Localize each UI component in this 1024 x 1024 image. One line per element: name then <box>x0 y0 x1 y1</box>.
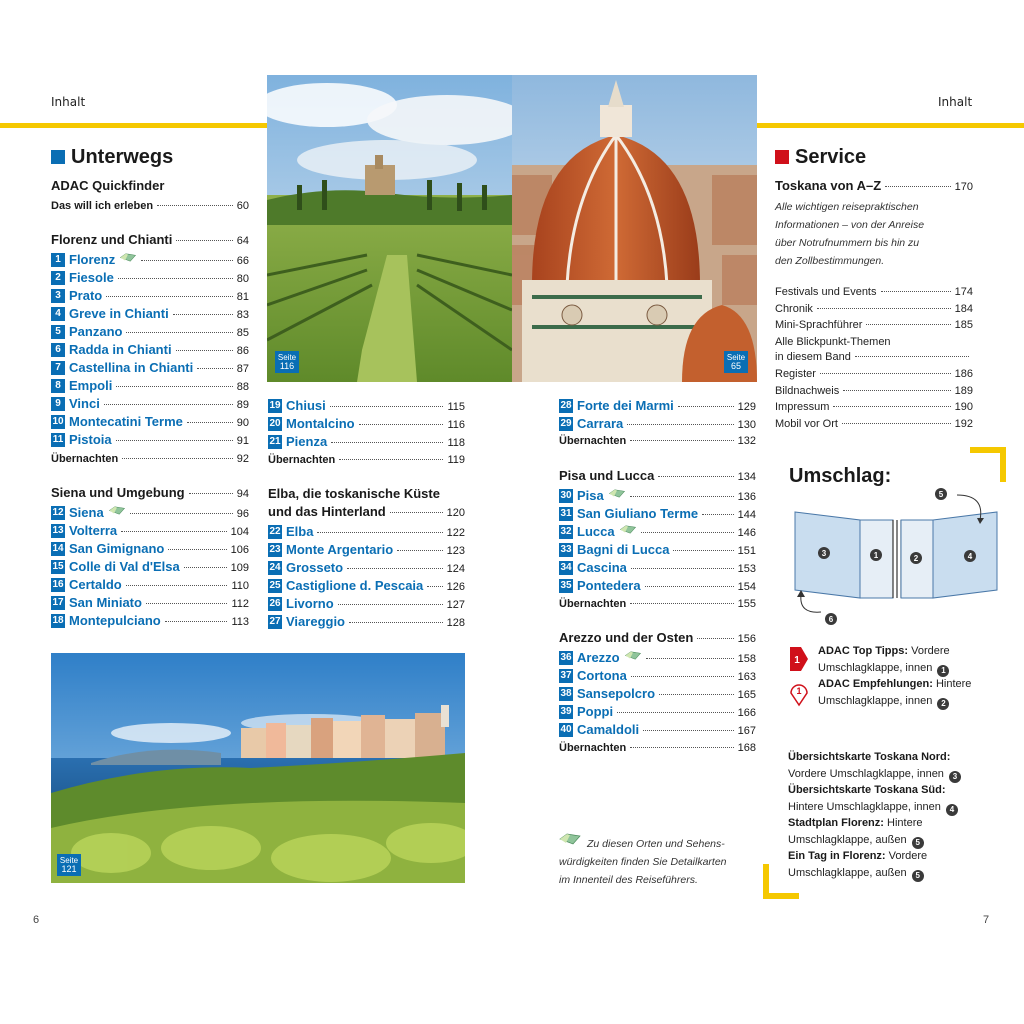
entry-page: 165 <box>737 689 756 701</box>
entry-page: 83 <box>236 309 249 321</box>
map-icon <box>119 253 137 262</box>
entry-name: Carrara <box>577 416 624 431</box>
entry-number-badge: 37 <box>560 669 572 681</box>
entry-number-badge: 23 <box>269 543 281 555</box>
toc-entry-montecatini-terme[interactable] <box>51 414 249 429</box>
entry-name: Panzano <box>69 324 123 339</box>
toc-entry-sansepolcro[interactable] <box>559 686 756 701</box>
group-elba-title-line2[interactable]: und das Hinterland 120 <box>268 504 465 519</box>
entry-name: Radda in Chianti <box>69 342 172 357</box>
toc-entry-carrara[interactable] <box>559 416 756 431</box>
entry-page: 116 <box>447 419 465 431</box>
toc-entry-panzano[interactable] <box>51 324 249 339</box>
entry-number-badge: 34 <box>560 561 572 573</box>
az-description-4: den Zollbestimmungen. <box>775 255 885 267</box>
entry-page: 151 <box>737 545 756 557</box>
entry-name: Grosseto <box>286 560 344 575</box>
entry-page: 124 <box>446 563 465 575</box>
vineyard-image <box>267 75 512 382</box>
toc-entry-viareggio[interactable] <box>268 614 465 629</box>
map-note-line3: im Innenteil des Reiseführers. <box>559 874 698 886</box>
service-line-impressum[interactable]: Impressum 190 <box>775 401 973 413</box>
svg-text:1: 1 <box>794 655 800 666</box>
toc-entry-radda-in-chianti[interactable] <box>51 342 249 357</box>
entry-name: Livorno <box>286 596 334 611</box>
entry-number-badge: 22 <box>269 525 281 537</box>
toc-entry-san-gimignano[interactable] <box>51 541 249 556</box>
map-ref-ein-tag-florenz[interactable]: Ein Tag in Florenz: Vordere Umschlagklappe, außen 5 <box>788 850 928 880</box>
toc-entry-pistoia[interactable] <box>51 432 249 447</box>
entry-name: Chiusi <box>286 398 326 413</box>
entry-name: San Miniato <box>69 595 142 610</box>
entry-name: Cascina <box>577 560 627 575</box>
entry-page: 106 <box>230 544 249 556</box>
legend-empfehlungen: ADAC Empfehlungen: Hintere Umschlagklappe, innen 2 <box>818 678 972 708</box>
entry-number-badge: 40 <box>560 723 572 735</box>
red-square-icon <box>775 150 789 164</box>
panel-number-5: 5 <box>938 490 944 499</box>
toc-entry-poppi[interactable] <box>559 704 756 719</box>
map-icon <box>608 489 626 498</box>
entry-name: Cortona <box>577 668 627 683</box>
entry-page: 90 <box>236 417 249 429</box>
entry-number-badge: 30 <box>560 489 572 501</box>
entry-page: 112 <box>231 598 249 610</box>
svg-text:1: 1 <box>796 686 802 696</box>
toc-entry-siena[interactable] <box>51 505 249 520</box>
entry-page: 91 <box>236 435 249 447</box>
toc-entry-san-miniato[interactable] <box>51 595 249 610</box>
service-line-mobil-vor-ort[interactable]: Mobil vor Ort 192 <box>775 417 973 430</box>
service-line-bildnachweis[interactable]: Bildnachweis 189 <box>775 384 973 397</box>
service-line-festivals-und-events[interactable]: Festivals und Events 174 <box>775 286 973 298</box>
seite-badge-65: Seite 65 <box>724 351 748 373</box>
entry-number-badge: 25 <box>269 579 281 591</box>
entry-page: 104 <box>230 526 249 538</box>
empfehlung-badge-icon <box>788 679 810 707</box>
toc-entry-pisa[interactable] <box>559 488 756 503</box>
entry-page: 109 <box>230 562 249 574</box>
service-line-chronik[interactable]: Chronik 184 <box>775 302 973 315</box>
entry-page: 127 <box>446 599 465 611</box>
toc-entry-greve-in-chianti[interactable] <box>51 306 249 321</box>
seite-badge-121: Seite 121 <box>57 854 81 876</box>
entry-number-badge: 8 <box>51 379 65 393</box>
entry-name: Empoli <box>69 378 113 393</box>
entry-name: Bagni di Lucca <box>577 542 670 557</box>
entry-number-badge: 39 <box>560 705 572 717</box>
group-siena-umgebung[interactable]: Siena und Umgebung 94 <box>51 485 249 500</box>
entry-page: 115 <box>447 401 465 413</box>
entry-name: Viareggio <box>286 614 346 629</box>
map-icon <box>619 525 637 534</box>
entry-number-badge: 4 <box>51 307 65 321</box>
toc-entry-fiesole[interactable] <box>51 270 249 285</box>
entry-page: 153 <box>737 563 756 575</box>
yellow-rule-left <box>0 123 267 128</box>
entry-number-badge: 21 <box>269 435 281 447</box>
entry-name: Pistoia <box>69 432 112 447</box>
entry-number-badge: 13 <box>52 524 64 536</box>
duomo-image <box>512 75 757 382</box>
entry-name: Poppi <box>577 704 614 719</box>
entry-name: Greve in Chianti <box>69 306 169 321</box>
entry-page: 87 <box>236 363 249 375</box>
running-header-left: Inhalt <box>51 95 86 109</box>
toc-entry-castellina-in-chianti[interactable] <box>51 360 249 375</box>
panel-number-2: 2 <box>913 554 919 563</box>
entry-number-badge: 35 <box>560 579 572 591</box>
toc-entry-vinci[interactable] <box>51 396 249 411</box>
toc-entry-cascina[interactable] <box>559 560 756 575</box>
seite-badge-116: Seite 116 <box>275 351 299 373</box>
entry-number-badge: 32 <box>560 525 572 537</box>
blue-square-icon <box>51 150 65 164</box>
entry-page: 144 <box>737 509 756 521</box>
toc-entry-castiglione-d-pescaia[interactable] <box>268 578 465 593</box>
entry-name: Pienza <box>286 434 328 449</box>
entry-name: Pisa <box>577 488 604 503</box>
entry-name: Monte Argentario <box>286 542 394 557</box>
entry-name: San Giuliano Terme <box>577 506 699 521</box>
az-description-1: Alle wichtigen reisepraktischen <box>775 201 919 213</box>
page-number-right: 7 <box>983 914 990 926</box>
entry-page: 154 <box>737 581 756 593</box>
toc-entry-chiusi[interactable] <box>268 398 465 413</box>
photo-elba-coast <box>51 653 465 883</box>
entry-name: Montecatini Terme <box>69 414 183 429</box>
entry-number-badge: 3 <box>51 289 65 303</box>
entry-page: 86 <box>236 345 249 357</box>
entry-number-badge: 17 <box>52 596 64 608</box>
entry-number-badge: 9 <box>51 397 65 411</box>
map-note-line2: würdigkeiten finden Sie Detailkarten <box>559 856 727 868</box>
entry-name: Vinci <box>69 396 100 411</box>
toc-entry-monte-argentario[interactable] <box>268 542 465 557</box>
entry-name: San Gimignano <box>69 541 165 556</box>
toc-line-uebernachten[interactable]: Übernachten 92 <box>51 453 249 465</box>
page-number-left: 6 <box>33 914 40 926</box>
entry-number-badge: 2 <box>51 271 65 285</box>
photo-tuscan-vineyard <box>267 75 512 382</box>
entry-page: 89 <box>236 399 249 411</box>
toc-line-uebernachten[interactable]: Übernachten 168 <box>559 742 756 754</box>
entry-name: Montepulciano <box>69 613 161 628</box>
toc-entry-arezzo[interactable] <box>559 650 756 665</box>
entry-number-badge: 7 <box>51 361 65 375</box>
group-pisa-lucca[interactable]: Pisa und Lucca 134 <box>559 468 756 483</box>
map-ref-stadtplan-florenz[interactable]: Stadtplan Florenz: Hintere Umschlagklappe, außen 5 <box>788 817 923 847</box>
entry-page: 81 <box>236 291 249 303</box>
entry-name: Montalcino <box>286 416 355 431</box>
group-arezzo-osten[interactable]: Arezzo und der Osten 156 <box>559 630 756 645</box>
running-header-right: Inhalt <box>938 95 973 109</box>
toc-entry-bagni-di-lucca[interactable] <box>559 542 756 557</box>
entry-number-badge: 12 <box>52 506 64 518</box>
toc-entry-certaldo[interactable] <box>51 577 249 592</box>
section-title-unterwegs: Unterwegs <box>51 146 173 169</box>
blickpunkt-line1: Alle Blickpunkt-Themen <box>775 336 891 348</box>
entry-number-badge: 16 <box>52 578 64 590</box>
entry-name: Siena <box>69 505 104 520</box>
entry-name: Castiglione d. Pescaia <box>286 578 424 593</box>
toc-entry-cortona[interactable] <box>559 668 756 683</box>
entry-page: 167 <box>737 725 756 737</box>
toc-entry-elba[interactable] <box>268 524 465 539</box>
toc-entry-colle-di-val-d-elsa[interactable] <box>51 559 249 574</box>
entry-number-badge: 24 <box>269 561 281 573</box>
toc-line-das-will-ich-erleben[interactable]: Das will ich erleben 60 <box>51 200 249 212</box>
entry-name: Castellina in Chianti <box>69 360 194 375</box>
entry-page: 113 <box>231 616 249 628</box>
entry-name: Pontedera <box>577 578 641 593</box>
entry-number-badge: 14 <box>52 542 64 554</box>
entry-name: Certaldo <box>69 577 122 592</box>
entry-number-badge: 36 <box>560 651 572 663</box>
legend-top-tipps: ADAC Top Tipps: Vordere Umschlagklappe, innen 1 <box>818 645 950 675</box>
entry-page: 85 <box>236 327 249 339</box>
group-florenz-chianti[interactable]: Florenz und Chianti 64 <box>51 232 249 247</box>
entry-page: 88 <box>236 381 249 393</box>
entry-page: 130 <box>737 419 756 431</box>
entry-name: Camaldoli <box>577 722 640 737</box>
service-line-register[interactable]: Register 186 <box>775 368 973 380</box>
toc-entry-camaldoli[interactable] <box>559 722 756 737</box>
toc-line-uebernachten[interactable]: Übernachten 132 <box>559 435 756 447</box>
panel-number-1: 1 <box>873 551 879 560</box>
toc-entry-pienza[interactable] <box>268 434 465 449</box>
service-line-mini-sprachf-hrer[interactable]: Mini-Sprachführer 185 <box>775 319 973 331</box>
entry-page: 80 <box>236 273 249 285</box>
group-elba-title-line1: Elba, die toskanische Küste <box>268 486 440 501</box>
entry-page: 122 <box>446 527 465 539</box>
panel-number-6: 6 <box>828 615 834 624</box>
entry-name: Prato <box>69 288 103 303</box>
toc-entry-san-giuliano-terme[interactable] <box>559 506 756 521</box>
entry-page: 118 <box>447 437 465 449</box>
quickfinder-title: ADAC Quickfinder <box>51 178 165 193</box>
toc-entry-pontedera[interactable] <box>559 578 756 593</box>
toc-entry-montalcino[interactable] <box>268 416 465 431</box>
entry-number-badge: 20 <box>269 417 281 429</box>
toc-line-uebernachten[interactable]: Übernachten 155 <box>559 598 756 610</box>
entry-number-badge: 28 <box>560 399 572 411</box>
panel-number-4: 4 <box>967 552 973 561</box>
entry-name: Arezzo <box>577 650 620 665</box>
entry-name: Lucca <box>577 524 615 539</box>
entry-number-badge: 38 <box>560 687 572 699</box>
map-icon <box>624 651 642 660</box>
entry-page: 136 <box>737 491 756 503</box>
entry-number-badge: 6 <box>51 343 65 357</box>
entry-number-badge: 31 <box>560 507 572 519</box>
entry-page: 163 <box>737 671 756 683</box>
entry-number-badge: 33 <box>560 543 572 555</box>
toc-entry-lucca[interactable] <box>559 524 756 539</box>
map-ref-toskana-sued[interactable]: Übersichtskarte Toskana Süd: Hintere Umschlagklappe, innen 4 <box>788 782 958 816</box>
toc-line-toskana-a-z[interactable]: Toskana von A–Z 170 <box>775 178 973 193</box>
entry-number-badge: 29 <box>560 417 572 429</box>
toc-line-uebernachten[interactable]: Übernachten 119 <box>268 454 465 466</box>
toc-entry-prato[interactable] <box>51 288 249 303</box>
toc-entry-florenz[interactable] <box>51 252 249 267</box>
entry-name: Colle di Val d'Elsa <box>69 559 180 574</box>
entry-name: Volterra <box>69 523 118 538</box>
entry-number-badge: 26 <box>269 597 281 609</box>
entry-name: Florenz <box>69 252 116 267</box>
cover-fold-diagram <box>785 480 1010 632</box>
entry-page: 166 <box>737 707 756 719</box>
umschlag-title: Umschlag: <box>789 465 892 487</box>
entry-page: 146 <box>737 527 756 539</box>
blickpunkt-line2[interactable]: in diesem Band <box>775 351 973 363</box>
entry-number-badge: 19 <box>269 399 281 411</box>
map-icon <box>559 833 581 845</box>
entry-page: 96 <box>236 508 249 520</box>
entry-name: Sansepolcro <box>577 686 656 701</box>
top-tipp-badge-icon <box>788 645 810 673</box>
elba-image <box>51 653 465 883</box>
entry-name: Fiesole <box>69 270 114 285</box>
photo-florence-duomo <box>512 75 757 382</box>
entry-number-badge: 27 <box>269 615 281 627</box>
entry-page: 123 <box>446 545 465 557</box>
toc-entry-livorno[interactable] <box>268 596 465 611</box>
section-title-service: Service <box>775 146 866 169</box>
entry-number-badge: 15 <box>52 560 64 572</box>
panel-number-3: 3 <box>821 549 827 558</box>
map-note-line1: Zu diesen Orten und Sehens- <box>587 838 725 850</box>
yellow-corner-top <box>965 446 1007 484</box>
toc-entry-volterra[interactable] <box>51 523 249 538</box>
toc-entry-empoli[interactable] <box>51 378 249 393</box>
entry-page: 158 <box>737 653 756 665</box>
entry-page: 110 <box>231 580 249 592</box>
entry-name: Elba <box>286 524 314 539</box>
entry-number-badge: 18 <box>52 614 64 626</box>
toc-entry-forte-dei-marmi[interactable] <box>559 398 756 413</box>
toc-entry-montepulciano[interactable] <box>51 613 249 628</box>
entry-number-badge: 11 <box>52 433 64 445</box>
entry-number-badge: 10 <box>52 415 64 427</box>
map-icon <box>108 506 126 515</box>
az-description-2: Informationen – von der Anreise <box>775 219 925 231</box>
map-ref-toskana-nord[interactable]: Übersichtskarte Toskana Nord: Vordere Umschlagklappe, innen 3 <box>788 749 961 783</box>
entry-number-badge: 1 <box>51 253 65 267</box>
entry-number-badge: 5 <box>51 325 65 339</box>
entry-page: 66 <box>236 255 249 267</box>
az-description-3: über Notrufnummern bis hin zu <box>775 237 920 249</box>
toc-entry-grosseto[interactable] <box>268 560 465 575</box>
entry-page: 129 <box>737 401 756 413</box>
entry-name: Forte dei Marmi <box>577 398 674 413</box>
yellow-rule-right <box>757 123 1024 128</box>
entry-page: 126 <box>446 581 465 593</box>
entry-page: 128 <box>446 617 465 629</box>
